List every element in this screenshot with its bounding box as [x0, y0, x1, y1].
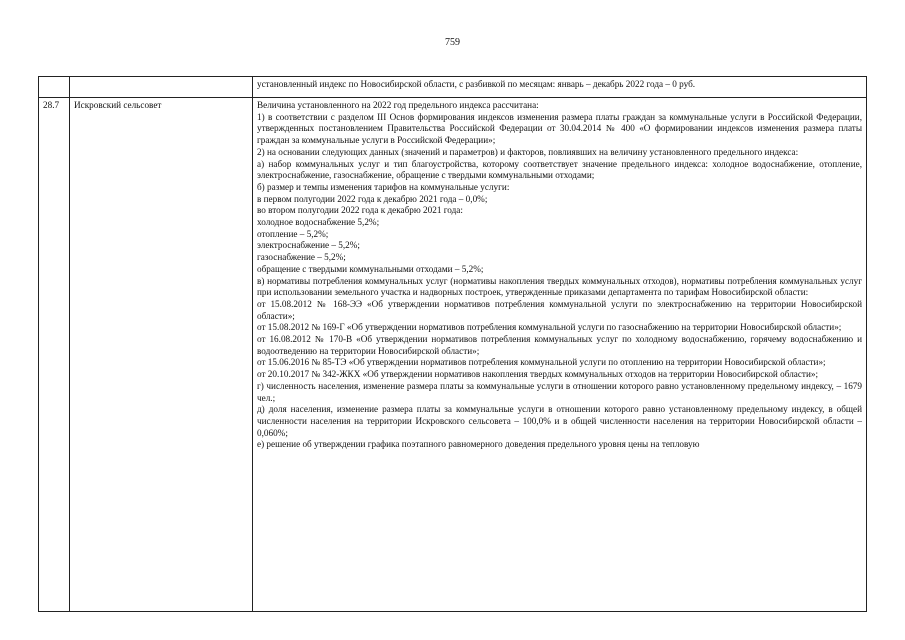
- paragraph: от 15.06.2016 № 85-ТЭ «Об утверждении нормативов потребления коммунальной услуги по отоплению на территории Новосибирской области»;: [257, 357, 826, 368]
- description-cell: установленный индекс по Новосибирской области, с разбивкой по месяцам: январь – декабрь 2022 года – 0 руб.: [253, 77, 867, 98]
- paragraph: в) нормативы потребления коммунальных услуг (нормативы накопления твердых коммунальных отходов), нормативы потребления коммунальных услуг при использовании земельного участка и надворных построек, утвержденные приказами департамента по тарифам Новосибирской области:: [257, 275, 862, 298]
- municipality-name-cell: Искровский сельсовет: [70, 98, 253, 612]
- table-row: [39, 98, 867, 612]
- paragraph: холодное водоснабжение 5,2%;: [257, 217, 380, 228]
- paragraph: е) решение об утверждении графика поэтапного равномерного доведения предельного уровня цены на тепловую: [257, 439, 700, 450]
- paragraph: 1) в соответствии с разделом III Основ формирования индексов изменения размера платы граждан за коммунальные услуги в Российской Федерации, утвержденных постановлением Правительства Российской Федерации от 30.04.2014 № 400 «О формировании индексов изменения размера платы граждан за коммунальные услуги в Российской Федерации»;: [257, 111, 862, 146]
- paragraph: б) размер и темпы изменения тарифов на коммунальные услуги:: [257, 181, 510, 192]
- paragraph: от 16.08.2012 № 170-В «Об утверждении нормативов потребления коммунальных услуг по холодному водоснабжению, горячему водоснабжению и водоотведению на территории Новосибирской области»;: [257, 334, 862, 356]
- row-number-cell: [39, 77, 70, 98]
- paragraph: от 15.08.2012 № 168-ЭЭ «Об утверждении нормативов потребления коммунальной услуги по электроснабжению на территории Новосибирской области»;: [257, 298, 862, 321]
- description-cell: [253, 98, 867, 612]
- paragraph: от 15.08.2012 № 169-Г «Об утверждении нормативов потребления коммунальной услуги по газоснабжению на территории Новосибирской области»;: [257, 322, 842, 333]
- table-row-continued: [39, 77, 867, 98]
- paragraph: д) доля населения, изменение размера платы за коммунальные услуги в отношении которого равно установленному предельному индексу, в общей численности населения на территории Искровского сельсовета – 100,0% и в общей численности населения на территории Новосибирской области – 0,060%;: [257, 404, 862, 438]
- page-number: 759: [445, 37, 460, 48]
- paragraph: электроснабжение – 5,2%;: [257, 240, 360, 251]
- paragraph: от 20.10.2017 № 342-ЖКХ «Об утверждении нормативов накопления твердых коммунальных отходов на территории Новосибирской области»;: [257, 369, 819, 380]
- paragraph: отопление – 5,2%;: [257, 228, 329, 239]
- paragraph: г) численность населения, изменение размера платы за коммунальные услуги в отношении которого равно установленному предельному индексу, – 1679 чел.;: [257, 380, 862, 403]
- paragraph: в первом полугодии 2022 года к декабрю 2021 года – 0,0%;: [257, 193, 488, 204]
- paragraph: во втором полугодии 2022 года к декабрю 2021 года:: [257, 205, 463, 216]
- municipality-name-cell: [70, 77, 253, 98]
- paragraph: Величина установленного на 2022 год предельного индекса рассчитана:: [257, 100, 539, 110]
- paragraph: 2) на основании следующих данных (значений и параметров) и факторов, повлиявших на величину установленного предельного индекса:: [257, 146, 799, 157]
- paragraph: газоснабжение – 5,2%;: [257, 252, 346, 263]
- paragraph: обращение с твердыми коммунальными отходами – 5,2%;: [257, 263, 484, 274]
- paragraph: а) набор коммунальных услуг и тип благоустройства, которому соответствует значение предельного индекса: холодное водоснабжение, отопление, электроснабжение, газоснабжение, обращение с твердыми коммунальными отходами;: [257, 158, 862, 181]
- row-number-cell: 28.7: [39, 98, 70, 612]
- content-table: [38, 76, 867, 612]
